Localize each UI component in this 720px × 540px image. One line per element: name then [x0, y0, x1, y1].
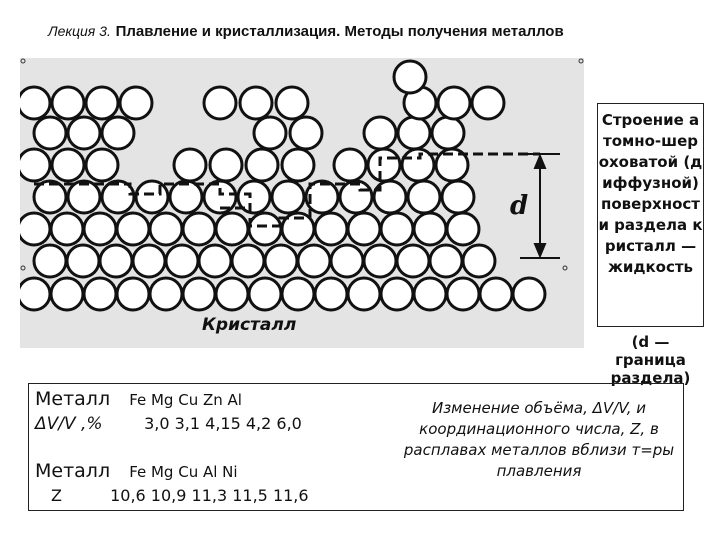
atom-circle [232, 245, 264, 277]
atom-circle [20, 149, 50, 181]
atom-circle [100, 245, 132, 277]
atom-circle [408, 181, 440, 213]
atom-circle [117, 278, 149, 310]
atom-circle [117, 213, 149, 245]
atom-circle [438, 87, 470, 119]
row-values: 10,6 10,9 11,3 11,5 11,6 [110, 486, 309, 505]
atom-circle [120, 87, 152, 119]
atom-circle [210, 149, 242, 181]
atom-circle [51, 213, 83, 245]
atom-circle [282, 278, 314, 310]
table-row [35, 388, 242, 410]
atom-circle [348, 213, 380, 245]
atom-circle [394, 61, 426, 93]
atom-circle [315, 278, 347, 310]
atom-circle [265, 245, 297, 277]
atom-circle [166, 245, 198, 277]
description-text: Строение атомно-шероховатой (диффузной) поверхности раздела кристалл — жидкость [598, 111, 703, 276]
atom-circle [364, 245, 396, 277]
metals-table [28, 383, 684, 511]
atom-circle [249, 278, 281, 310]
atom-circle [381, 213, 413, 245]
atom-circle [364, 117, 396, 149]
corner-marker [21, 266, 25, 270]
atom-circle [67, 245, 99, 277]
row-header: Z [51, 486, 62, 505]
atom-circle [20, 278, 50, 310]
atom-circle [397, 245, 429, 277]
slide-title [48, 22, 564, 40]
atom-circle [374, 181, 406, 213]
atom-circle [348, 278, 380, 310]
atoms-diagram [20, 58, 584, 348]
atom-circle [34, 117, 66, 149]
atom-circle [34, 181, 66, 213]
row-header: Металл [35, 460, 111, 482]
atom-circle [447, 213, 479, 245]
atom-circle [68, 181, 100, 213]
atom-circle [298, 245, 330, 277]
atom-circle [216, 213, 248, 245]
atom-circle [84, 278, 116, 310]
atom-circle [276, 87, 308, 119]
atom-circle [282, 149, 314, 181]
atom-circle [368, 149, 400, 181]
row-header: Металл [35, 388, 111, 410]
d-note: (d — граница раздела) [610, 333, 691, 387]
corner-marker [563, 266, 567, 270]
atom-circle [414, 278, 446, 310]
atom-circle [150, 213, 182, 245]
atom-circle [398, 117, 430, 149]
table-caption: Изменение объёма, ΔV/V, и координационного числа, Z, в расплавах металлов вблизи т=ры плавления [403, 399, 675, 480]
atom-circle [442, 181, 474, 213]
atom-circle [432, 117, 464, 149]
atom-circle [86, 149, 118, 181]
row-elements: Fe Mg Cu Zn Al [129, 391, 242, 409]
atom-circle [381, 278, 413, 310]
atom-circle [463, 245, 495, 277]
atom-circle [513, 278, 545, 310]
corner-marker [579, 59, 583, 63]
atom-circle [204, 87, 236, 119]
atom-circle [102, 117, 134, 149]
row-header: ΔV/V ,% [35, 414, 103, 434]
atom-circle [254, 117, 286, 149]
atom-circle [183, 278, 215, 310]
atom-circle [315, 213, 347, 245]
atom-circle [68, 117, 100, 149]
atom-circle [133, 245, 165, 277]
atom-circle [84, 213, 116, 245]
atom-circle [480, 278, 512, 310]
atom-circle [290, 117, 322, 149]
atom-circle [183, 213, 215, 245]
table-row [35, 460, 238, 482]
atom-circle [414, 213, 446, 245]
dimension-d-label: d [510, 191, 529, 221]
atom-circle [136, 181, 168, 213]
atom-circle [52, 87, 84, 119]
crystal-surface-figure [20, 58, 584, 348]
atom-circle [20, 213, 50, 245]
atom-circle [331, 245, 363, 277]
atom-circle [216, 278, 248, 310]
table-row [35, 414, 302, 434]
atom-circle [51, 278, 83, 310]
row-values: 3,0 3,1 4,15 4,2 6,0 [144, 414, 302, 433]
atom-circle [240, 87, 272, 119]
atom-circle [20, 87, 50, 119]
corner-marker [21, 59, 25, 63]
atom-circle [340, 181, 372, 213]
atom-circle [52, 149, 84, 181]
table-row [51, 486, 309, 505]
crystal-label: Кристалл [202, 315, 297, 335]
row-elements: Fe Mg Cu Al Ni [129, 463, 238, 481]
atom-circle [170, 181, 202, 213]
atom-circle [86, 87, 118, 119]
atom-circle [472, 87, 504, 119]
atom-circle [334, 149, 366, 181]
lecture-number: Лекция 3. [48, 23, 111, 39]
atom-circle [249, 213, 281, 245]
atom-circle [150, 278, 182, 310]
atom-circle [272, 181, 304, 213]
atom-circle [246, 149, 278, 181]
atom-circle [199, 245, 231, 277]
lecture-topic: Плавление и кристаллизация. Методы получения металлов [115, 23, 564, 40]
description-box [597, 103, 704, 327]
atom-circle [34, 245, 66, 277]
atom-circle [174, 149, 206, 181]
atom-circle [447, 278, 479, 310]
atom-circle [430, 245, 462, 277]
